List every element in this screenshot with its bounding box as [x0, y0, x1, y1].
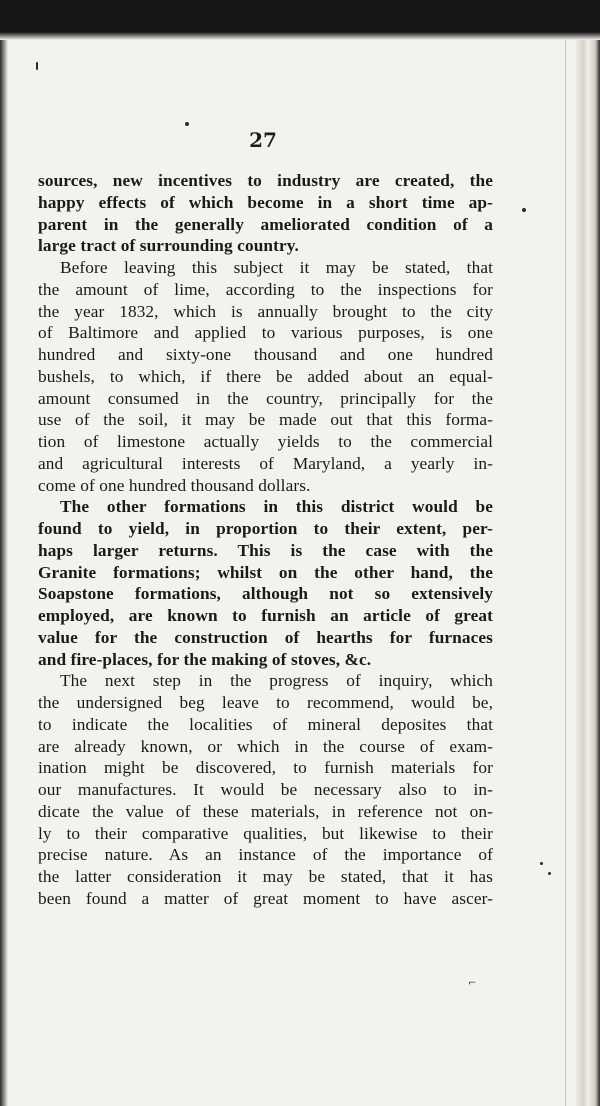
text-line: haps larger returns. This is the case with the	[38, 540, 493, 560]
text-line: dicate the value of these materials, in reference not on-	[38, 801, 493, 821]
scan-top-border	[0, 0, 600, 40]
text-line: ly to their comparative qualities, but likewise to their	[38, 823, 493, 843]
scan-left-border	[0, 40, 8, 1106]
text-line: The other formations in this district would be	[60, 497, 493, 517]
body-text	[38, 170, 493, 910]
text-line: ination might be discovered, to furnish materials for	[38, 758, 493, 778]
text-line: The next step in the progress of inquiry, which	[60, 671, 493, 691]
text-line: our manufactures. It would be necessary also to in-	[38, 780, 493, 799]
text-line: of Baltimore and applied to various purposes, is one	[38, 323, 493, 343]
scan-right-border	[576, 40, 600, 1106]
text-line: bushels, to which, if there be added about an equal-	[38, 366, 493, 386]
text-line: amount consumed in the country, principally for the	[38, 388, 493, 408]
text-line: Granite formations; whilst on the other hand, the	[38, 562, 493, 582]
text-line: value for the construction of hearths for furnaces	[38, 627, 493, 647]
page-number: 27	[249, 128, 277, 152]
text-line: are already known, or which in the course of exam-	[38, 736, 493, 756]
text-line: Soapstone formations, although not so extensively	[38, 584, 493, 604]
text-line: hundred and sixty-one thousand and one hundred	[38, 345, 493, 364]
text-line: large tract of surrounding country.	[38, 236, 299, 256]
text-line: and agricultural interests of Maryland, a yearly in-	[38, 453, 493, 473]
text-line: employed, are known to furnish an article of great	[38, 606, 493, 625]
page-fold-line	[565, 40, 566, 1106]
text-line: tion of limestone actually yields to the commercial	[38, 432, 493, 451]
text-line: been found a matter of great moment to have ascer-	[38, 888, 493, 908]
text-line: the undersigned beg leave to recommend, would be,	[38, 693, 493, 712]
text-line: happy effects of which become in a short time ap-	[38, 192, 493, 212]
text-line: come of one hundred thousand dollars.	[38, 475, 311, 495]
ink-speck	[548, 872, 551, 875]
ink-speck	[36, 62, 38, 70]
text-line: precise nature. As an instance of the importance of	[38, 845, 493, 865]
text-line: sources, new incentives to industry are created, the	[38, 171, 493, 190]
text-line: the year 1832, which is annually brought to the city	[38, 301, 493, 321]
text-line: the amount of lime, according to the inspections for	[38, 279, 493, 299]
text-line: and fire-places, for the making of stoves, &c.	[38, 649, 372, 669]
ink-speck	[185, 122, 189, 126]
text-line: use of the soil, it may be made out that this forma-	[38, 410, 493, 430]
text-line: the latter consideration it may be stated, that it has	[38, 867, 493, 886]
margin-mark: ⌐	[468, 978, 477, 989]
text-line: found to yield, in proportion to their extent, per-	[38, 519, 493, 538]
text-line: to indicate the localities of mineral deposites that	[38, 714, 493, 734]
text-line: Before leaving this subject it may be stated, that	[60, 258, 493, 277]
text-line: parent in the generally ameliorated condition of a	[38, 214, 493, 234]
ink-speck	[522, 208, 526, 212]
ink-speck	[540, 862, 543, 865]
